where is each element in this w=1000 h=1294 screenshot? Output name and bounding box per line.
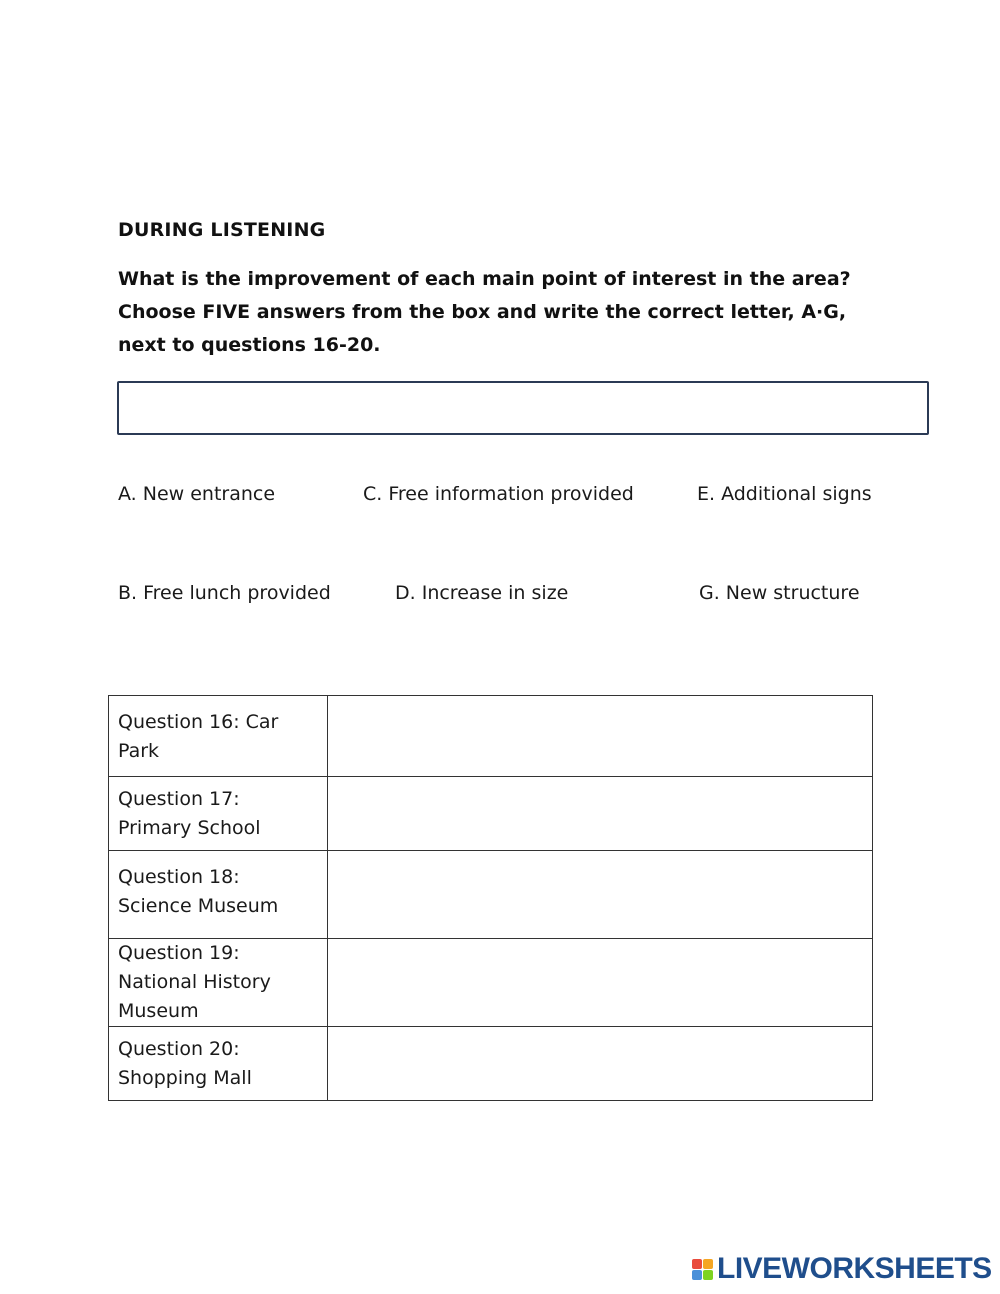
table-row xyxy=(109,851,873,939)
question-label-line: National History xyxy=(118,971,271,993)
question-label-line: Question 19: xyxy=(118,942,240,964)
question-19-label xyxy=(109,939,328,1027)
question-18-label xyxy=(109,851,328,939)
table-row xyxy=(109,1027,873,1101)
question-17-answer[interactable] xyxy=(328,777,873,851)
instruction-line-3: next to questions 16-20. xyxy=(118,334,381,356)
question-label-line: Question 18: xyxy=(118,866,240,888)
liveworksheets-logo xyxy=(692,1252,992,1286)
questions-table xyxy=(108,695,873,1101)
question-label-line: Museum xyxy=(118,1000,199,1022)
logo-block xyxy=(703,1259,713,1269)
option-g[interactable]: G. New structure xyxy=(699,582,860,604)
table-row xyxy=(109,939,873,1027)
section-heading: DURING LISTENING xyxy=(118,219,326,241)
logo-text: LIVEWORKSHEETS xyxy=(717,1252,992,1285)
instruction-line-1: What is the improvement of each main point of interest in the area? xyxy=(118,268,851,290)
question-label-line: Question 16: Car xyxy=(118,711,279,733)
question-17-label xyxy=(109,777,328,851)
option-a[interactable]: A. New entrance xyxy=(118,483,276,505)
question-20-answer[interactable] xyxy=(328,1027,873,1101)
question-label-line: Shopping Mall xyxy=(118,1067,252,1089)
answer-drop-box[interactable] xyxy=(117,381,929,435)
option-c[interactable]: C. Free information provided xyxy=(363,483,634,505)
logo-blocks-icon xyxy=(692,1259,713,1280)
table-row xyxy=(109,777,873,851)
option-b[interactable]: B. Free lunch provided xyxy=(118,582,331,604)
question-label-line: Primary School xyxy=(118,817,261,839)
question-label-line: Question 17: xyxy=(118,788,240,810)
question-16-answer[interactable] xyxy=(328,696,873,777)
option-e[interactable]: E. Additional signs xyxy=(697,483,872,505)
logo-block xyxy=(692,1270,702,1280)
question-19-answer[interactable] xyxy=(328,939,873,1027)
option-d[interactable]: D. Increase in size xyxy=(395,582,569,604)
question-label-line: Question 20: xyxy=(118,1038,240,1060)
logo-block xyxy=(703,1270,713,1280)
table-row xyxy=(109,696,873,777)
question-18-answer[interactable] xyxy=(328,851,873,939)
question-label-line: Science Museum xyxy=(118,895,279,917)
question-label-line: Park xyxy=(118,740,160,762)
question-16-label xyxy=(109,696,328,777)
logo-block xyxy=(692,1259,702,1269)
question-20-label xyxy=(109,1027,328,1101)
instruction-line-2: Choose FIVE answers from the box and write the correct letter, A·G, xyxy=(118,301,847,323)
